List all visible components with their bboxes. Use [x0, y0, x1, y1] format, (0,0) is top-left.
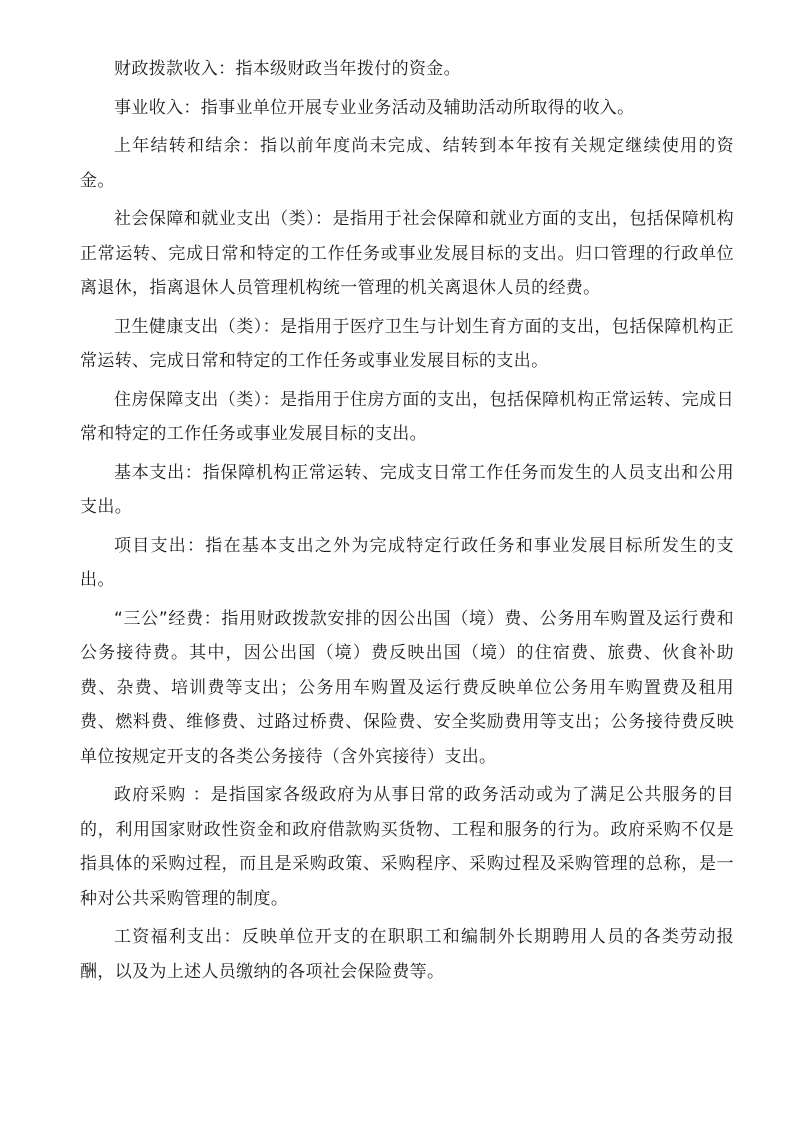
paragraph-basic-expenditure: 基本支出：指保障机构正常运转、完成支日常工作任务而发生的人员支出和公用支出。	[80, 462, 734, 517]
paragraph-three-public-expenses: “三公”经费：指用财政拨款安排的因公出国（境）费、公务用车购置及运行费和公务接待费。其中，因公出国（境）费反映出国（境）的住宿费、旅费、伙食补助费、杂费、培训费等支出；公务用车购置及运行费反映单位公务用车购置费及租用费、燃料费、维修费、过路过桥费、保险费、安全奖励费用等支出；公务接待费反映单位按规定开支的各类公务接待（含外宾接待）支出。	[80, 608, 734, 767]
paragraph-housing-expenditure: 住房保障支出（类）：是指用于住房方面的支出，包括保障机构正常运转、完成日常和特定的工作任务或事业发展目标的支出。	[80, 389, 734, 444]
paragraph-business-income: 事业收入：指事业单位开展专业业务活动及辅助活动所取得的收入。	[114, 97, 635, 118]
paragraph-project-expenditure: 项目支出：指在基本支出之外为完成特定行政任务和事业发展目标所发生的支出。	[80, 535, 734, 590]
paragraph-government-procurement: 政府采购 ：是指国家各级政府为从事日常的政务活动或为了满足公共服务的目的，利用国家财政性资金和政府借款购买货物、工程和服务的行为。政府采购不仅是指具体的采购过程，而且是采购政策、采购程序、采购过程及采购管理的总称，是一种对公共采购管理的制度。	[80, 785, 734, 909]
paragraph-carryover-balance: 上年结转和结余：指以前年度尚未完成、结转到本年按有关规定继续使用的资金。	[80, 136, 734, 191]
document-page	[80, 52, 734, 989]
paragraph-fiscal-appropriation-income: 财政拨款收入：指本级财政当年拨付的资金。	[114, 59, 461, 79]
paragraph-health-expenditure: 卫生健康支出（类）：是指用于医疗卫生与计划生育方面的支出，包括保障机构正常运转、完成日常和特定的工作任务或事业发展目标的支出。	[80, 316, 734, 371]
paragraph-social-security-expenditure: 社会保障和就业支出（类）：是指用于社会保障和就业方面的支出，包括保障机构正常运转、完成日常和特定的工作任务或事业发展目标的支出。归口管理的行政单位离退休，指离退休人员管理机构统一管理的机关离退休人员的经费。	[80, 209, 734, 298]
paragraph-wages-welfare-expenditure: 工资福利支出：反映单位开支的在职职工和编制外长期聘用人员的各类劳动报酬，以及为上述人员缴纳的各项社会保险费等。	[80, 927, 734, 982]
